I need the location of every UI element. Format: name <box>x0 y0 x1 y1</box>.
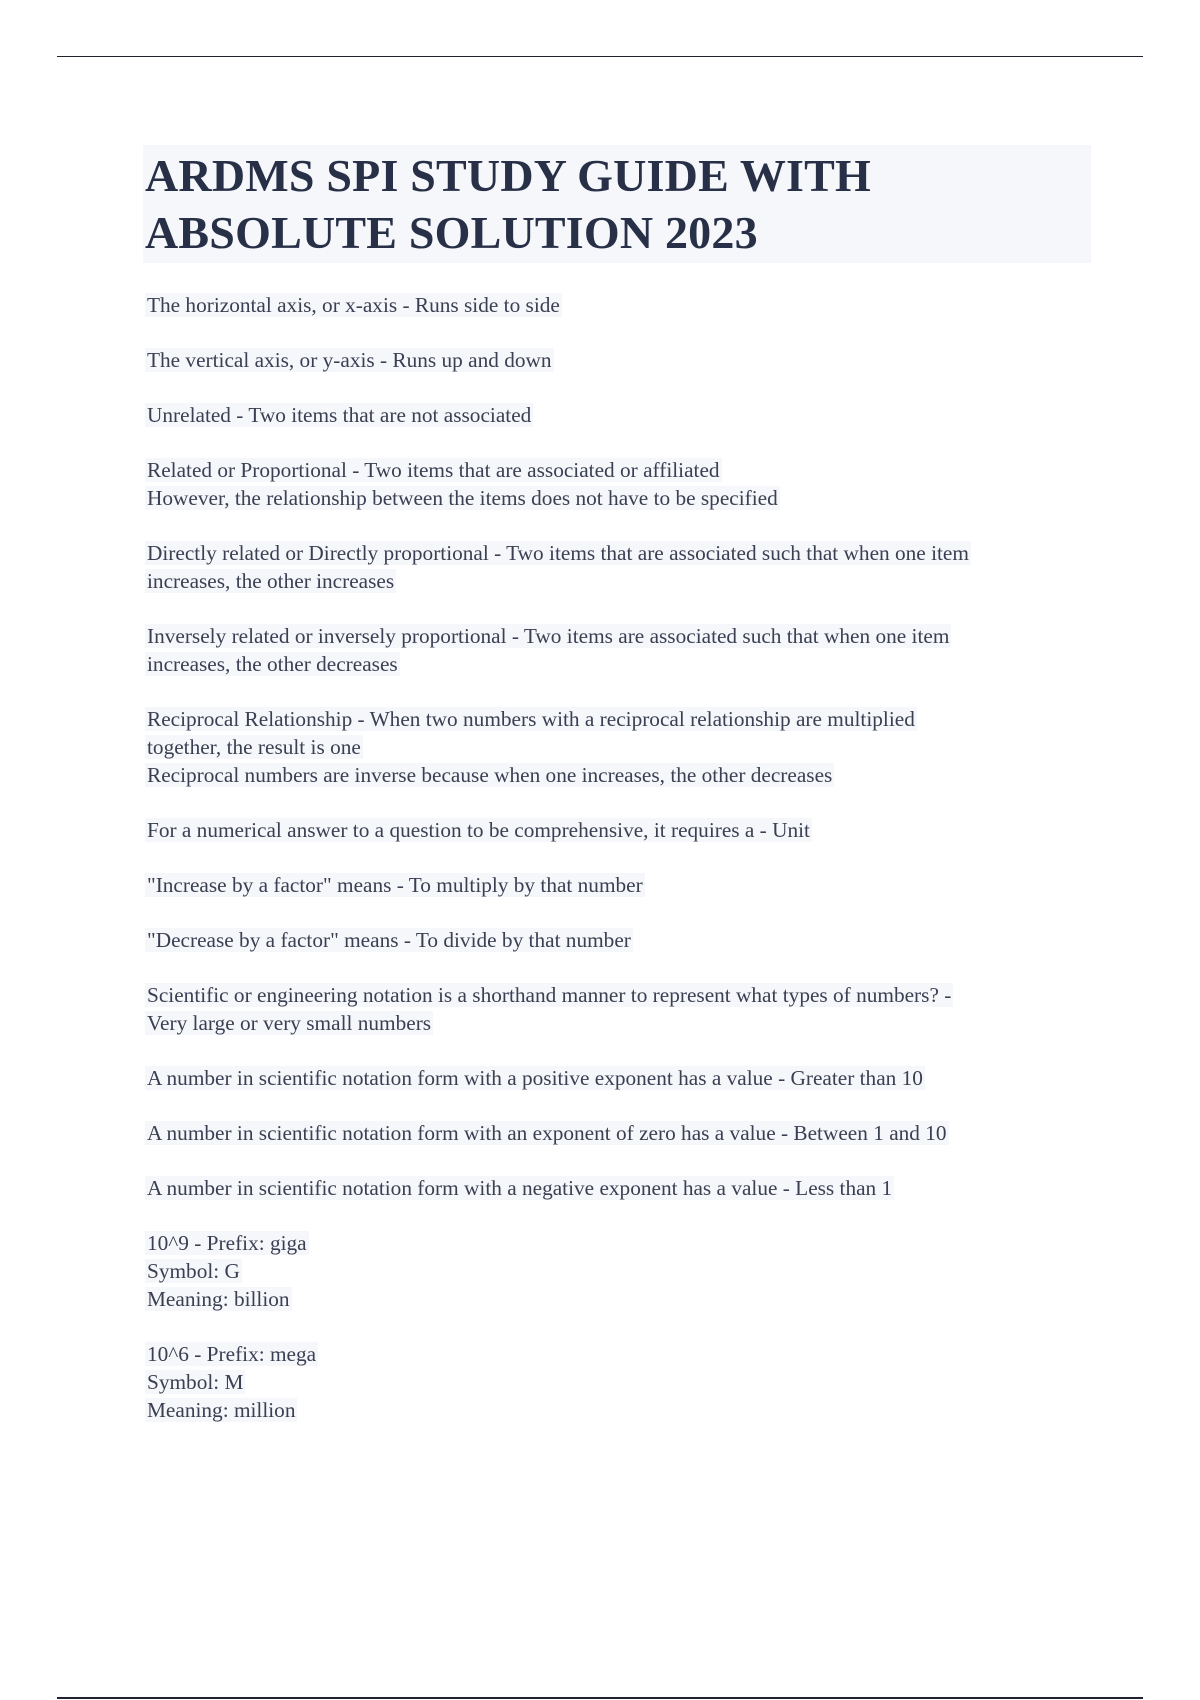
entry-text: A number in scientific notation form with a positive exponent has a value - Greater than 10 <box>147 1066 923 1090</box>
title-line: ABSOLUTE SOLUTION 2023 <box>145 207 758 258</box>
entry-text: Symbol: M <box>147 1370 244 1394</box>
entry-text: Very large or very small numbers <box>147 1011 432 1035</box>
title-block <box>143 145 1091 263</box>
document-title <box>145 147 1091 261</box>
title-line: ARDMS SPI STUDY GUIDE WITH <box>145 150 871 201</box>
entry-text: For a numerical answer to a question to be comprehensive, it requires a - Unit <box>147 818 810 842</box>
entry-text: Scientific or engineering notation is a shorthand manner to represent what types of numbers? - <box>147 983 952 1007</box>
entry-line <box>145 816 1095 844</box>
entry-text: increases, the other decreases <box>147 652 398 676</box>
entry-line <box>145 1257 1095 1285</box>
entry-text: The vertical axis, or y-axis - Runs up and down <box>147 348 552 372</box>
entry-line <box>145 1396 1095 1424</box>
entry-line <box>145 650 1095 678</box>
entry-text: However, the relationship between the items does not have to be specified <box>147 486 778 510</box>
entry-line <box>145 622 1095 650</box>
entry-text: 10^6 - Prefix: mega <box>147 1342 317 1366</box>
entry-text: Reciprocal Relationship - When two numbers with a reciprocal relationship are multiplied <box>147 707 915 731</box>
entry-text: 10^9 - Prefix: giga <box>147 1231 307 1255</box>
entry-line <box>145 1340 1095 1368</box>
entry-line <box>145 346 1095 374</box>
flashcard-entry <box>145 401 1095 429</box>
entry-text: together, the result is one <box>147 735 361 759</box>
entry-text: A number in scientific notation form with an exponent of zero has a value - Between 1 and 10 <box>147 1121 947 1145</box>
entry-line <box>145 926 1095 954</box>
flashcard-entry <box>145 981 1095 1037</box>
header-rule <box>57 56 1143 57</box>
entry-line <box>145 484 1095 512</box>
entry-text: "Increase by a factor" means - To multiply by that number <box>147 873 643 897</box>
flashcard-entry <box>145 816 1095 844</box>
entry-line <box>145 1119 1095 1147</box>
entry-text: Inversely related or inversely proportional - Two items are associated such that when one item <box>147 624 950 648</box>
entry-line <box>145 871 1095 899</box>
entry-line <box>145 981 1095 1009</box>
entry-text: Reciprocal numbers are inverse because when one increases, the other decreases <box>147 763 833 787</box>
flashcard-entry <box>145 456 1095 512</box>
entry-line <box>145 401 1095 429</box>
entry-text: Unrelated - Two items that are not associated <box>147 403 532 427</box>
flashcard-list <box>145 291 1095 1424</box>
flashcard-entry <box>145 346 1095 374</box>
entry-line <box>145 539 1095 567</box>
entry-text: increases, the other increases <box>147 569 395 593</box>
entry-line <box>145 1009 1095 1037</box>
entry-line <box>145 733 1095 761</box>
flashcard-entry <box>145 1064 1095 1092</box>
entry-line <box>145 567 1095 595</box>
entry-text: "Decrease by a factor" means - To divide by that number <box>147 928 631 952</box>
footer-rule <box>57 1697 1143 1699</box>
entry-line <box>145 705 1095 733</box>
entry-text: The horizontal axis, or x-axis - Runs side to side <box>147 293 560 317</box>
entry-text: A number in scientific notation form with a negative exponent has a value - Less than 1 <box>147 1176 893 1200</box>
entry-text: Meaning: billion <box>147 1287 290 1311</box>
flashcard-entry <box>145 1229 1095 1313</box>
entry-text: Related or Proportional - Two items that are associated or affiliated <box>147 458 720 482</box>
document-body <box>145 145 1095 1451</box>
entry-text: Symbol: G <box>147 1259 240 1283</box>
flashcard-entry <box>145 1174 1095 1202</box>
entry-line <box>145 761 1095 789</box>
flashcard-entry <box>145 291 1095 319</box>
entry-line <box>145 1174 1095 1202</box>
flashcard-entry <box>145 1119 1095 1147</box>
entry-line <box>145 1064 1095 1092</box>
flashcard-entry <box>145 871 1095 899</box>
flashcard-entry <box>145 539 1095 595</box>
flashcard-entry <box>145 926 1095 954</box>
flashcard-entry <box>145 622 1095 678</box>
entry-line <box>145 1285 1095 1313</box>
entry-text: Directly related or Directly proportional - Two items that are associated such that when one item <box>147 541 969 565</box>
flashcard-entry <box>145 705 1095 789</box>
entry-line <box>145 456 1095 484</box>
entry-line <box>145 291 1095 319</box>
entry-text: Meaning: million <box>147 1398 296 1422</box>
entry-line <box>145 1368 1095 1396</box>
flashcard-entry <box>145 1340 1095 1424</box>
entry-line <box>145 1229 1095 1257</box>
